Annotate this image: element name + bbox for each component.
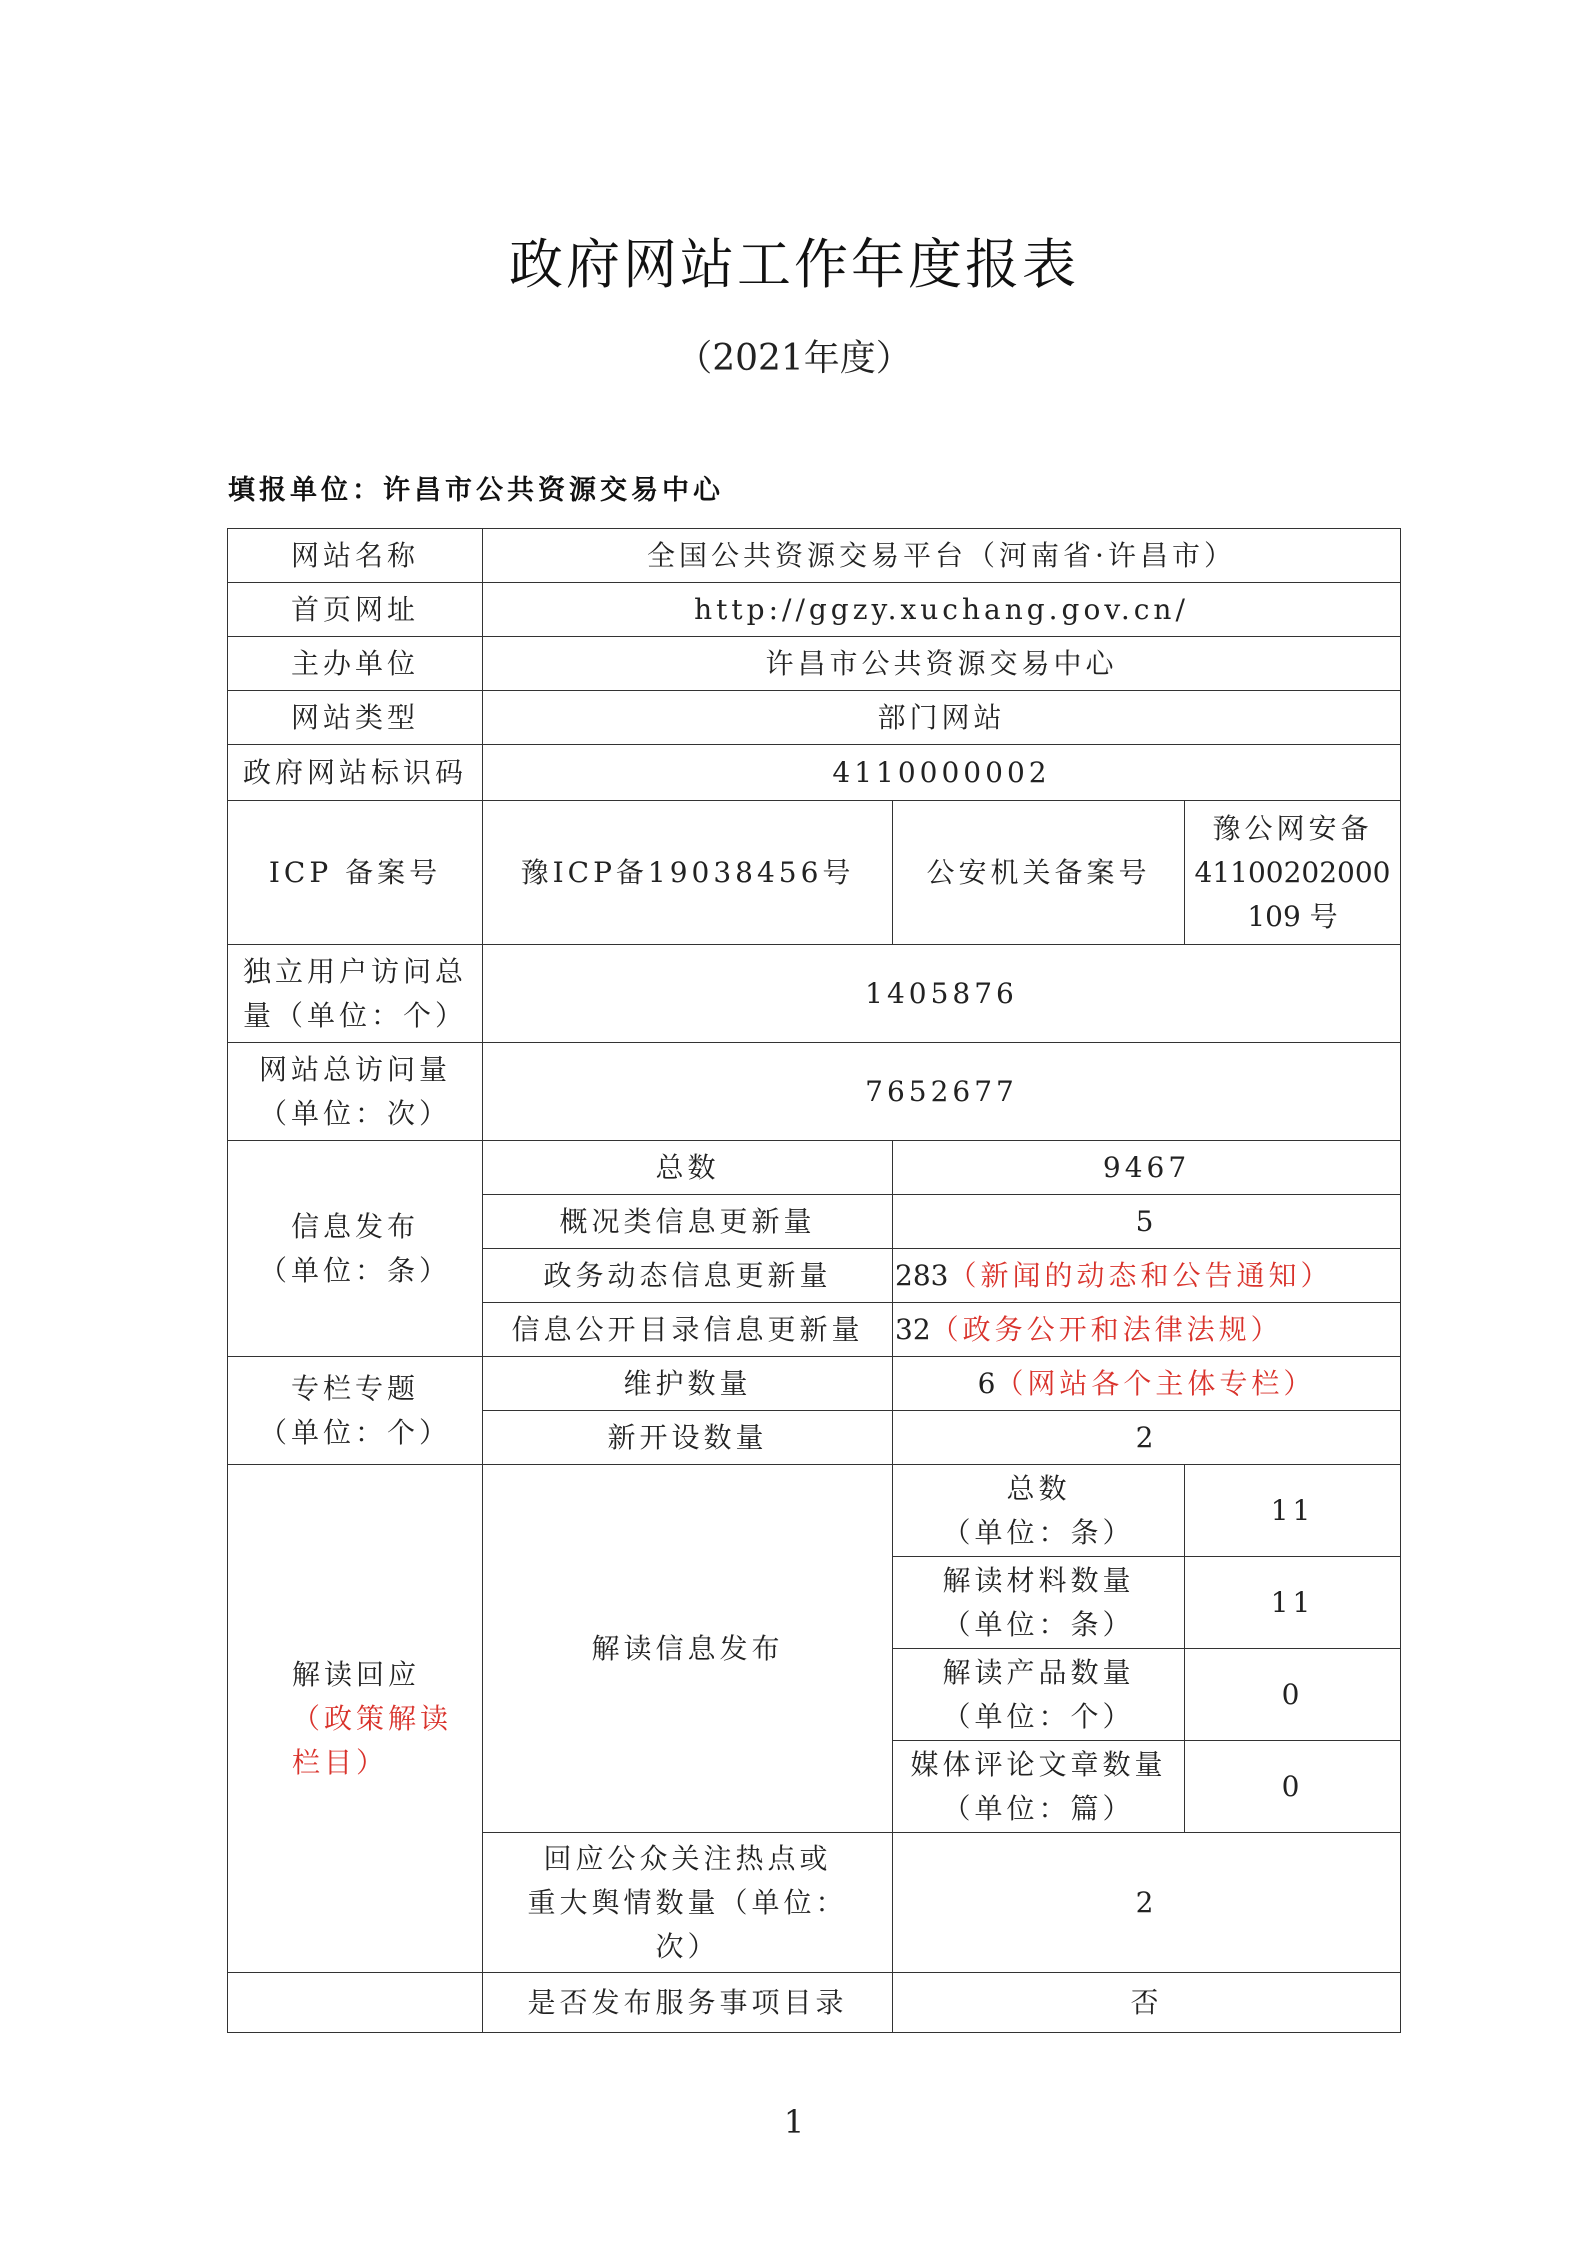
news-label: 政务动态信息更新量 bbox=[483, 1249, 893, 1303]
catalog-note: （政务公开和法律法规） bbox=[930, 1312, 1283, 1346]
report-year: （2021年度） bbox=[676, 338, 912, 379]
total-visits-value: 7652677 bbox=[483, 1043, 1401, 1141]
homepage-label: 首页网址 bbox=[228, 583, 483, 637]
table-row bbox=[228, 745, 1401, 801]
icp-label: ICP 备案号 bbox=[228, 801, 483, 945]
interpretation-label bbox=[228, 1465, 483, 1973]
product-label bbox=[893, 1649, 1185, 1741]
label-line: 解读产品数量 bbox=[942, 1655, 1135, 1689]
media-value: 0 bbox=[1185, 1741, 1401, 1833]
sponsor-label: 主办单位 bbox=[228, 637, 483, 691]
maintain-value-cell bbox=[893, 1357, 1401, 1411]
catalog-value: 32 bbox=[895, 1312, 931, 1346]
media-label bbox=[893, 1741, 1185, 1833]
interp-total-value: 11 bbox=[1185, 1465, 1401, 1557]
label-line: （单位：个） bbox=[942, 1699, 1135, 1733]
catalog-label: 信息公开目录信息更新量 bbox=[483, 1303, 893, 1357]
table-row bbox=[228, 801, 1401, 945]
table-row bbox=[228, 1465, 1401, 1557]
label-line: 解读回应 bbox=[292, 1657, 421, 1691]
overview-value: 5 bbox=[893, 1195, 1401, 1249]
label-line: 解读材料数量 bbox=[942, 1563, 1135, 1597]
service-catalog-value: 否 bbox=[893, 1973, 1401, 2033]
unique-visitors-value: 1405876 bbox=[483, 945, 1401, 1043]
overview-label: 概况类信息更新量 bbox=[483, 1195, 893, 1249]
info-publish-label bbox=[228, 1141, 483, 1357]
interpretation-publish-label: 解读信息发布 bbox=[483, 1465, 893, 1833]
news-value-cell bbox=[893, 1249, 1401, 1303]
label-line: 独立用户访问总 bbox=[242, 954, 467, 988]
total-visits-label bbox=[228, 1043, 483, 1141]
interp-total-label bbox=[893, 1465, 1185, 1557]
label-line: 回应公众关注热点或 bbox=[543, 1841, 832, 1875]
label-line: 媒体评论文章数量 bbox=[910, 1747, 1167, 1781]
page-title: 政府网站工作年度报表 bbox=[509, 233, 1079, 296]
label-line: （单位：条） bbox=[942, 1607, 1135, 1641]
columns-label bbox=[228, 1357, 483, 1465]
label-line: （单位：条） bbox=[258, 1253, 451, 1287]
maintain-value: 6 bbox=[977, 1366, 996, 1400]
police-record-line: 41100202000 bbox=[1194, 855, 1391, 889]
label-line: 次） bbox=[655, 1929, 720, 1963]
reporting-unit: 填报单位：许昌市公共资源交易中心 bbox=[228, 475, 724, 506]
report-table bbox=[227, 528, 1401, 2033]
police-record-value bbox=[1185, 801, 1401, 945]
label-line: （单位：个） bbox=[258, 1415, 451, 1449]
table-row bbox=[228, 1141, 1401, 1195]
label-line: （单位：条） bbox=[942, 1515, 1135, 1549]
label-line: 网站总访问量 bbox=[258, 1052, 451, 1086]
label-line: （单位：篇） bbox=[942, 1791, 1135, 1825]
table-row bbox=[228, 945, 1401, 1043]
table-row bbox=[228, 637, 1401, 691]
label-line: 量（单位：个） bbox=[242, 998, 467, 1032]
maintain-note: （网站各个主体专栏） bbox=[995, 1366, 1316, 1400]
table-row bbox=[228, 1973, 1401, 2033]
police-record-line: 豫公网安备 bbox=[1212, 811, 1373, 845]
table-row bbox=[228, 1357, 1401, 1411]
maintain-label: 维护数量 bbox=[483, 1357, 893, 1411]
icp-value: 豫ICP备19038456号 bbox=[483, 801, 893, 945]
material-value: 11 bbox=[1185, 1557, 1401, 1649]
table-row bbox=[228, 691, 1401, 745]
response-value: 2 bbox=[893, 1833, 1401, 1973]
label-line: （单位：次） bbox=[258, 1096, 451, 1130]
site-type-value: 部门网站 bbox=[483, 691, 1401, 745]
table-row bbox=[228, 583, 1401, 637]
police-record-line: 109 号 bbox=[1247, 899, 1338, 933]
new-columns-value: 2 bbox=[893, 1411, 1401, 1465]
label-line: 重大舆情数量（单位： bbox=[527, 1885, 848, 1919]
response-label bbox=[483, 1833, 893, 1973]
site-name-label: 网站名称 bbox=[228, 529, 483, 583]
gov-code-label: 政府网站标识码 bbox=[228, 745, 483, 801]
gov-code-value: 4110000002 bbox=[483, 745, 1401, 801]
label-line: 总数 bbox=[1006, 1471, 1071, 1505]
news-value: 283 bbox=[895, 1258, 949, 1292]
page-number: 1 bbox=[783, 2103, 805, 2141]
police-record-label: 公安机关备案号 bbox=[893, 801, 1185, 945]
site-name-value: 全国公共资源交易平台（河南省·许昌市） bbox=[483, 529, 1401, 583]
catalog-value-cell bbox=[893, 1303, 1401, 1357]
info-total-value: 9467 bbox=[893, 1141, 1401, 1195]
sponsor-value: 许昌市公共资源交易中心 bbox=[483, 637, 1401, 691]
label-note-line: （政策解读 bbox=[292, 1701, 453, 1735]
homepage-url: http://ggzy.xuchang.gov.cn/ bbox=[483, 583, 1401, 637]
unique-visitors-label bbox=[228, 945, 483, 1043]
site-type-label: 网站类型 bbox=[228, 691, 483, 745]
empty-cell bbox=[228, 1973, 483, 2033]
material-label bbox=[893, 1557, 1185, 1649]
service-catalog-label: 是否发布服务事项目录 bbox=[483, 1973, 893, 2033]
table-row bbox=[228, 1043, 1401, 1141]
info-total-label: 总数 bbox=[483, 1141, 893, 1195]
table-row bbox=[228, 529, 1401, 583]
label-line: 信息发布 bbox=[290, 1209, 419, 1243]
new-columns-label: 新开设数量 bbox=[483, 1411, 893, 1465]
label-note-line: 栏目） bbox=[292, 1745, 389, 1779]
label-line: 专栏专题 bbox=[290, 1371, 419, 1405]
news-note: （新闻的动态和公告通知） bbox=[948, 1258, 1333, 1292]
product-value: 0 bbox=[1185, 1649, 1401, 1741]
